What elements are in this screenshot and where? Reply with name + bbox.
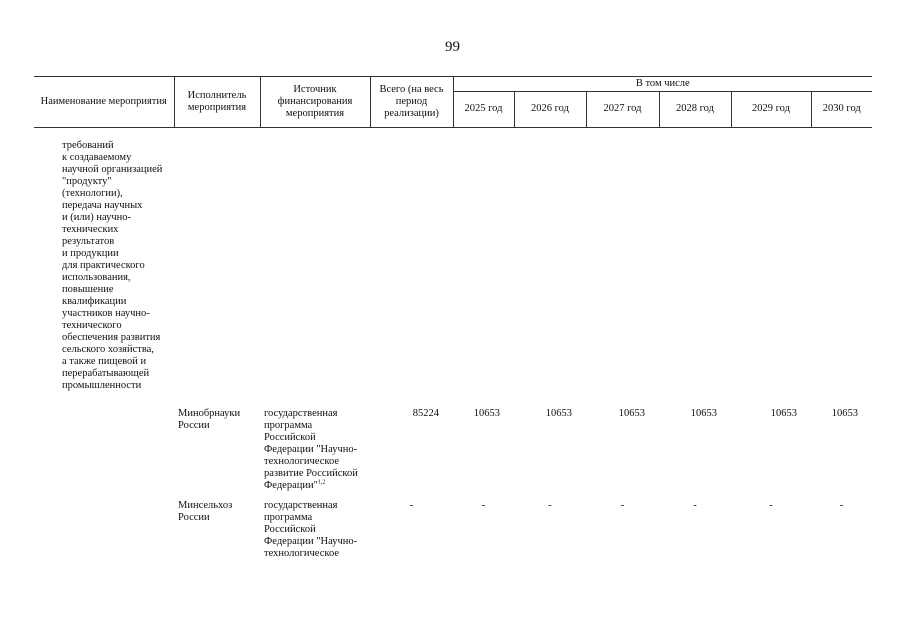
total-cell: 85224 — [412, 408, 439, 419]
header-source: Источник финансирования мероприятия — [260, 77, 370, 128]
text-line: Минсельхоз — [178, 500, 233, 511]
text-line: технического — [62, 320, 122, 331]
table-row-description — [34, 128, 872, 401]
footnote-marker: 1,2 — [317, 479, 326, 486]
source-cell — [260, 400, 370, 492]
text-line: России — [178, 512, 210, 523]
value-cell-2030: 10653 — [831, 408, 859, 419]
total-cell: - — [409, 500, 414, 511]
text-line: Федерации "Научно- — [264, 536, 358, 547]
value-cell-2025: - — [481, 500, 486, 511]
text-line: обеспечения развития — [62, 332, 161, 343]
text-line: технических — [62, 224, 119, 235]
value-cell-2029: - — [769, 500, 773, 511]
header-executor: Исполнитель мероприятия — [174, 77, 260, 128]
text-line: требований — [62, 140, 114, 151]
value-cell-2025: 10653 — [473, 408, 500, 419]
text-line: научной организацией — [62, 164, 163, 175]
text-line: промышленности — [62, 380, 142, 391]
text-line: Федерации"$^{1,2}$ — [264, 479, 326, 491]
value-cell-2027: - — [620, 500, 625, 511]
text-line: Федерации "Научно- — [264, 444, 358, 455]
budget-table — [34, 76, 872, 560]
value-cell-2028: - — [693, 500, 697, 511]
header-year-2025: 2025 год — [453, 91, 514, 127]
source-cell — [260, 492, 370, 560]
header-including: В том числе — [453, 77, 872, 92]
text-line: (технологии), — [62, 188, 123, 199]
text-line: перерабатывающей — [62, 368, 150, 379]
text-line: государственная — [264, 500, 338, 511]
header-year-2030: 2030 год — [811, 91, 872, 127]
text-line: и (или) научно- — [62, 212, 131, 223]
activity-description — [34, 128, 174, 401]
text-line: к создаваемому — [62, 152, 132, 163]
value-cell-2026: - — [548, 500, 552, 511]
text-line: а также пищевой и — [62, 356, 147, 367]
text-line: государственная — [264, 408, 338, 419]
value-cell-2030: - — [839, 500, 844, 511]
text-line: Российской — [264, 524, 316, 535]
header-year-2029: 2029 год — [731, 91, 811, 127]
text-line: сельского хозяйства, — [62, 344, 154, 355]
text-line: развитие Российской — [264, 468, 358, 479]
executor-cell — [174, 492, 260, 560]
text-line: "продукту" — [62, 176, 112, 187]
text-line: технологическое — [264, 548, 339, 559]
header-year-2027: 2027 год — [586, 91, 659, 127]
text-line: использования, — [62, 272, 131, 283]
text-line: Российской — [264, 432, 316, 443]
text-line: квалификации — [62, 296, 127, 307]
table-row — [34, 492, 872, 560]
table-row — [34, 400, 872, 492]
text-line: России — [178, 420, 210, 431]
text-line: повышение — [62, 284, 114, 295]
executor-cell — [174, 400, 260, 492]
text-line: для практического — [62, 260, 145, 271]
text-line: результатов — [62, 236, 115, 247]
value-cell-2029: 10653 — [770, 408, 797, 419]
page-number: 99 — [445, 39, 460, 55]
text-line: и продукции — [62, 248, 119, 259]
text-line: Минобрнауки — [178, 408, 241, 419]
text-line: передача научных — [62, 200, 143, 211]
value-cell-2026: 10653 — [545, 408, 572, 419]
header-total: Всего (на весь период реализации) — [370, 77, 453, 128]
value-cell-2028: 10653 — [690, 408, 717, 419]
text-line: участников научно- — [62, 308, 150, 319]
value-cell-2027: 10653 — [618, 408, 645, 419]
header-name: Наименование мероприятия — [34, 77, 174, 128]
text-line: программа — [264, 512, 313, 523]
text-line: технологическое — [264, 456, 339, 467]
header-year-2028: 2028 год — [659, 91, 731, 127]
header-year-2026: 2026 год — [514, 91, 586, 127]
text-line: программа — [264, 420, 313, 431]
